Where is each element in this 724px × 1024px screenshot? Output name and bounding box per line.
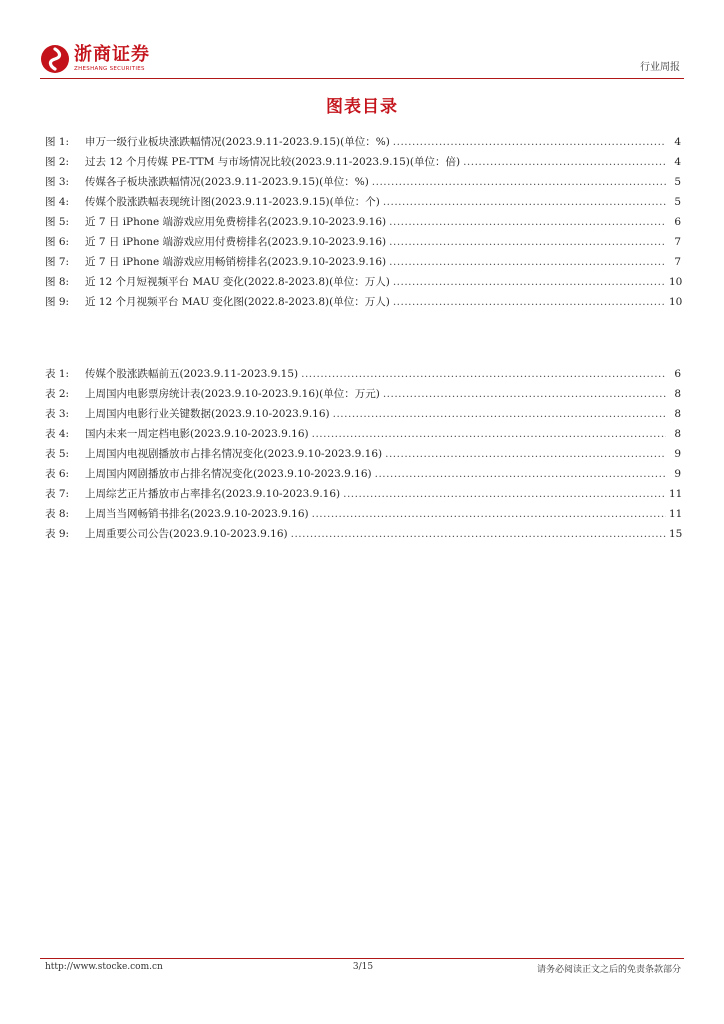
footer-divider: [40, 958, 684, 959]
toc-entry-title: 申万一级行业板块涨跌幅情况(2023.9.11-2023.9.15)(单位：%): [85, 136, 390, 148]
toc-leader-dots: [463, 156, 666, 168]
toc-entry-title: 国内未来一周定档电影(2023.9.10-2023.9.16): [85, 428, 309, 440]
toc-entry-page: 11: [669, 488, 683, 500]
toc-entry[interactable]: [45, 294, 681, 314]
toc-entry-title: 上周国内电影行业关键数据(2023.9.10-2023.9.16): [85, 408, 330, 420]
toc-entry-label: 图 2:: [45, 156, 70, 168]
toc-entry-page: 5: [674, 196, 681, 208]
toc-entry-page: 6: [674, 368, 681, 380]
toc-entry-label: 图 6:: [45, 236, 70, 248]
toc-entry[interactable]: [45, 526, 681, 546]
toc-leader-dots: [393, 276, 666, 288]
toc-leader-dots: [389, 236, 666, 248]
toc-leader-dots: [291, 528, 666, 540]
toc-entry-title: 近 7 日 iPhone 端游戏应用付费榜排名(2023.9.10-2023.9.16): [85, 236, 387, 248]
toc-entry-label: 表 5:: [45, 448, 70, 460]
toc-leader-dots: [372, 176, 666, 188]
toc-entry[interactable]: [45, 386, 681, 406]
toc-entry[interactable]: [45, 406, 681, 426]
toc-entry-label: 表 9:: [45, 528, 70, 540]
toc-entry[interactable]: [45, 426, 681, 446]
toc-entry-page: 8: [674, 428, 681, 440]
toc-leader-dots: [343, 488, 666, 500]
toc-entry-title: 上周综艺正片播放市占率排名(2023.9.10-2023.9.16): [85, 488, 341, 500]
toc-entry-label: 表 2:: [45, 388, 70, 400]
toc-entry[interactable]: [45, 274, 681, 294]
toc-entry-page: 10: [669, 296, 683, 308]
toc-entry-label: 表 4:: [45, 428, 70, 440]
toc-leader-dots: [333, 408, 666, 420]
toc-leader-dots: [312, 508, 666, 520]
toc-entry-title: 传媒各子板块涨跌幅情况(2023.9.11-2023.9.15)(单位：%): [85, 176, 369, 188]
toc-leader-dots: [383, 388, 666, 400]
toc-leader-dots: [389, 216, 666, 228]
toc-entry[interactable]: [45, 154, 681, 174]
toc-leader-dots: [301, 368, 666, 380]
toc-entry-page: 6: [674, 216, 681, 228]
toc-entry-page: 7: [674, 256, 681, 268]
toc-entry-page: 7: [674, 236, 681, 248]
toc-entry-page: 4: [674, 156, 681, 168]
toc-leader-dots: [389, 256, 666, 268]
toc-entry-page: 8: [674, 388, 681, 400]
toc-entry-label: 图 8:: [45, 276, 70, 288]
footer-url[interactable]: http://www.stocke.com.cn: [45, 962, 163, 972]
toc-entry[interactable]: [45, 366, 681, 386]
toc-entry-label: 表 8:: [45, 508, 70, 520]
toc-entry-label: 图 4:: [45, 196, 70, 208]
toc-entry-label: 表 3:: [45, 408, 70, 420]
toc-entry[interactable]: [45, 234, 681, 254]
toc-entry-title: 上周国内网剧播放市占排名情况变化(2023.9.10-2023.9.16): [85, 468, 372, 480]
toc-entry[interactable]: [45, 446, 681, 466]
toc-entry[interactable]: [45, 466, 681, 486]
company-logo: [40, 44, 150, 74]
toc-entry[interactable]: [45, 486, 681, 506]
toc-leader-dots: [393, 296, 666, 308]
toc-entry-page: 15: [669, 528, 683, 540]
figure-list: [45, 134, 681, 314]
toc-entry[interactable]: [45, 214, 681, 234]
header-divider: [40, 78, 684, 79]
toc-entry-title: 近 12 个月短视频平台 MAU 变化(2022.8-2023.8)(单位：万人): [85, 276, 390, 288]
toc-entry-label: 图 5:: [45, 216, 70, 228]
toc-entry-label: 图 7:: [45, 256, 70, 268]
toc-entry-page: 10: [669, 276, 683, 288]
table-list: [45, 366, 681, 546]
toc-entry-title: 上周国内电视剧播放市占排名情况变化(2023.9.10-2023.9.16): [85, 448, 383, 460]
toc-entry-page: 4: [674, 136, 681, 148]
toc-entry-title: 近 12 个月视频平台 MAU 变化图(2022.8-2023.8)(单位：万人): [85, 296, 390, 308]
toc-leader-dots: [312, 428, 666, 440]
page-header: [40, 44, 684, 78]
zheshang-logo-icon: [40, 44, 70, 74]
toc-entry-label: 表 1:: [45, 368, 70, 380]
toc-entry[interactable]: [45, 506, 681, 526]
toc-entry-title: 上周重要公司公告(2023.9.10-2023.9.16): [85, 528, 288, 540]
toc-entry[interactable]: [45, 174, 681, 194]
toc-entry-label: 图 1:: [45, 136, 70, 148]
toc-leader-dots: [383, 196, 666, 208]
toc-entry-label: 图 9:: [45, 296, 70, 308]
toc-entry-title: 传媒个股涨跌幅前五(2023.9.11-2023.9.15): [85, 368, 299, 380]
toc-entry-title: 过去 12 个月传媒 PE-TTM 与市场情况比较(2023.9.11-2023.9.15)(单位：倍): [85, 156, 461, 168]
footer-disclaimer: 请务必阅读正文之后的免责条款部分: [536, 965, 681, 975]
toc-leader-dots: [385, 448, 666, 460]
toc-entry-label: 表 6:: [45, 468, 70, 480]
toc-title: 图表目录: [326, 97, 398, 117]
toc-leader-dots: [375, 468, 666, 480]
toc-entry-page: 11: [669, 508, 683, 520]
toc-entry[interactable]: [45, 194, 681, 214]
brand-name-cn: 浙商证券: [74, 44, 150, 65]
toc-entry-title: 传媒个股涨跌幅表现统计图(2023.9.11-2023.9.15)(单位：个): [85, 196, 380, 208]
page-number: 3/15: [352, 962, 374, 972]
toc-entry[interactable]: [45, 254, 681, 274]
toc-leader-dots: [393, 136, 666, 148]
toc-entry-page: 8: [674, 408, 681, 420]
brand-name-en: ZHESHANG SECURITIES: [74, 66, 145, 72]
toc-entry[interactable]: [45, 134, 681, 154]
toc-entry-page: 9: [674, 468, 681, 480]
toc-entry-label: 表 7:: [45, 488, 70, 500]
toc-entry-page: 5: [674, 176, 681, 188]
toc-entry-title: 上周当当网畅销书排名(2023.9.10-2023.9.16): [85, 508, 309, 520]
toc-entry-title: 近 7 日 iPhone 端游戏应用免费榜排名(2023.9.10-2023.9.16): [85, 216, 387, 228]
toc-entry-label: 图 3:: [45, 176, 70, 188]
toc-entry-title: 上周国内电影票房统计表(2023.9.10-2023.9.16)(单位：万元): [85, 388, 380, 400]
toc-entry-page: 9: [674, 448, 681, 460]
toc-entry-title: 近 7 日 iPhone 端游戏应用畅销榜排名(2023.9.10-2023.9.16): [85, 256, 387, 268]
report-type: 行业周报: [640, 62, 680, 73]
